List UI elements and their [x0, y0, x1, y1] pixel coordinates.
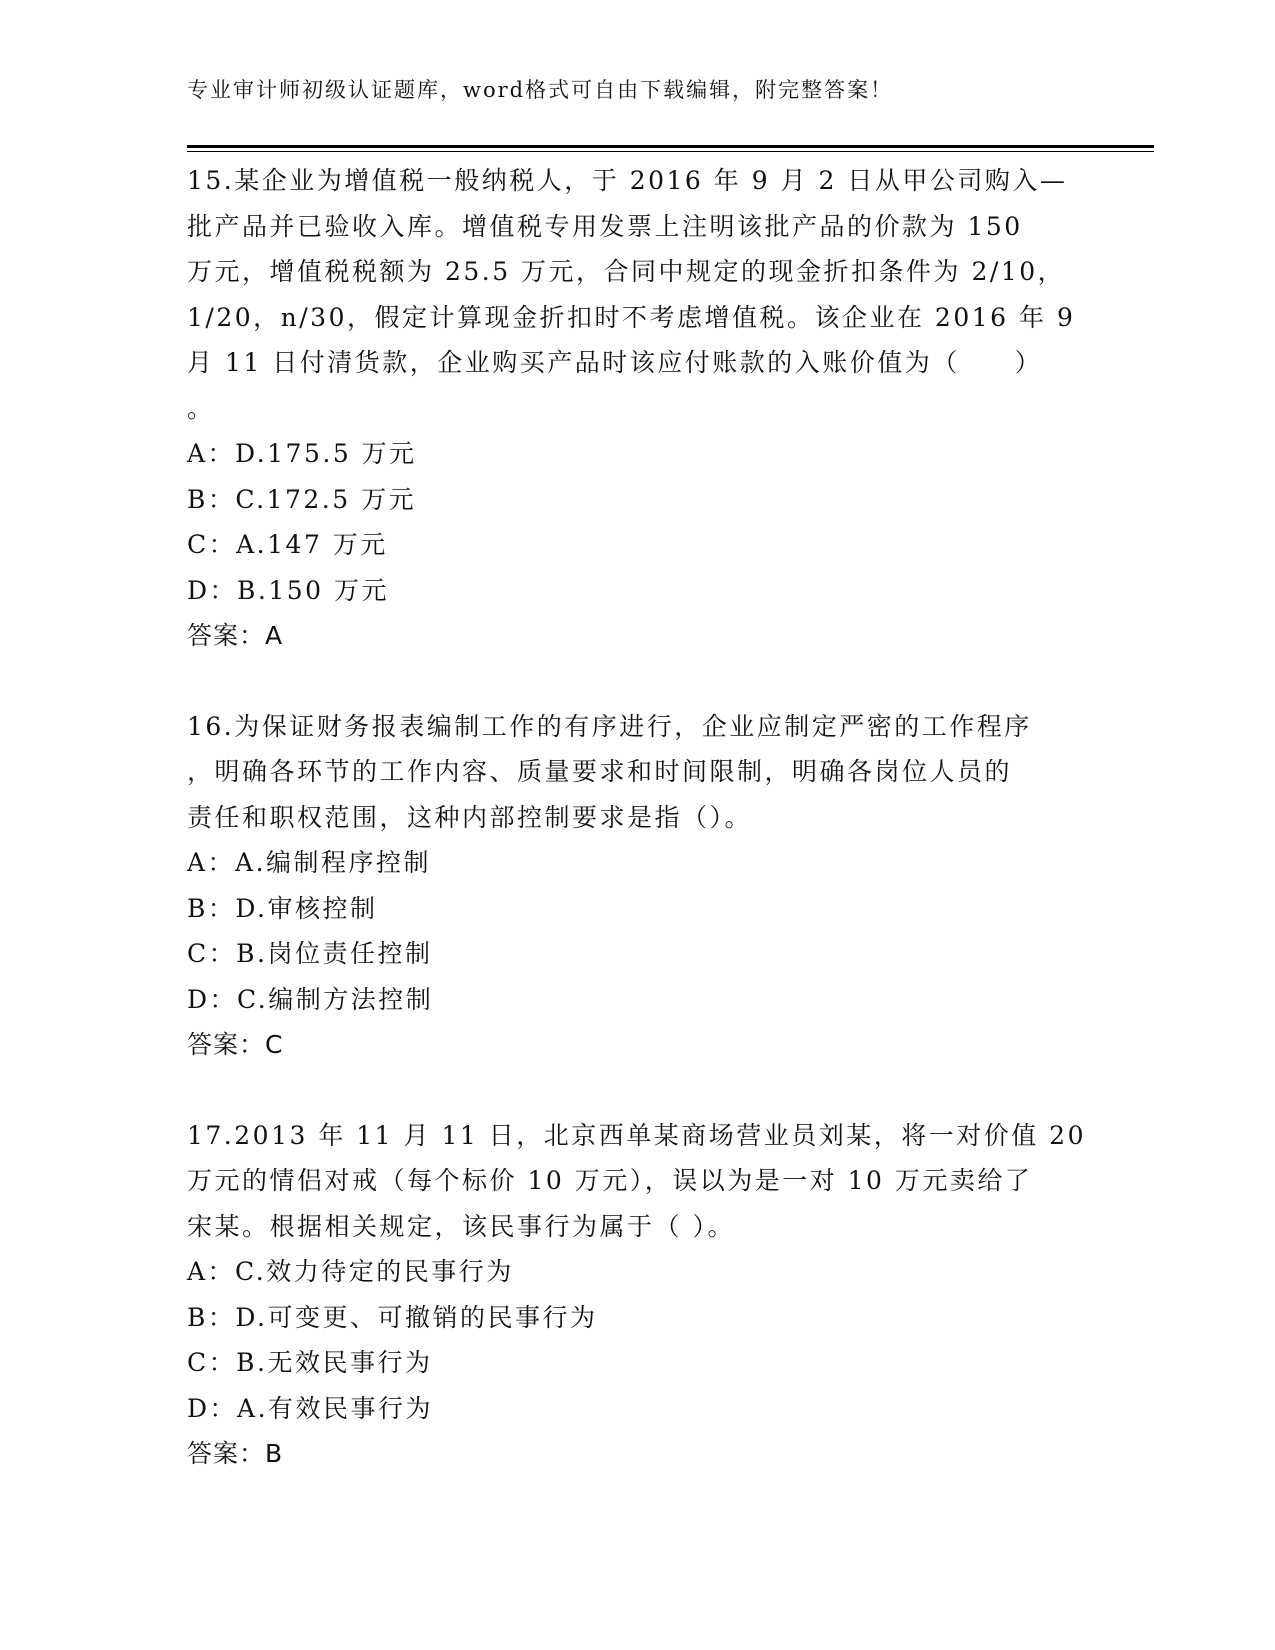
option-b: B：D.可变更、可撤销的民事行为	[187, 1302, 598, 1332]
option-d: D：B.150 万元	[187, 575, 390, 605]
option-c: C：A.147 万元	[187, 530, 388, 559]
stem-line: 17.2013 年 11 月 11 日，北京西单某商场营业员刘某，将一对价值 20	[187, 1120, 1086, 1150]
stem-line: 万元的情侣对戒（每个标价 10 万元），误以为是一对 10 万元卖给了	[187, 1166, 1033, 1195]
answer-line: 答案：B	[187, 1439, 284, 1468]
option-list	[187, 431, 1077, 613]
question-stem	[187, 158, 1077, 431]
page-header: 专业审计师初级认证题库，word格式可自由下载编辑，附完整答案！	[187, 78, 894, 102]
option-d: D：C.编制方法控制	[187, 984, 434, 1014]
question-16	[187, 704, 1077, 1068]
answer-line: 答案：C	[187, 1030, 284, 1059]
question-list	[187, 158, 1086, 1522]
question-stem	[187, 704, 1077, 841]
option-b: B：C.172.5 万元	[187, 484, 417, 514]
stem-line: 15.某企业为增值税一般纳税人，于 2016 年 9 月 2 日从甲公司购入—	[187, 166, 1068, 195]
stem-line: 16.为保证财务报表编制工作的有序进行，企业应制定严密的工作程序	[187, 711, 1032, 741]
option-c: C：B.无效民事行为	[187, 1348, 433, 1377]
stem-line: 。	[187, 393, 215, 423]
option-list	[187, 1249, 1077, 1431]
stem-line: 批产品并已验收入库。增值税专用发票上注明该批产品的价款为 150	[187, 211, 1023, 241]
option-a: A：A.编制程序控制	[187, 848, 432, 877]
question-15	[187, 158, 1077, 659]
stem-line: 月 11 日付清货款，企业购买产品时该应付账款的入账价值为（ ）	[187, 348, 1043, 377]
header-divider-thick	[187, 145, 1154, 148]
stem-line: 万元，增值税税额为 25.5 万元，合同中规定的现金折扣条件为 2/10，	[187, 257, 1066, 286]
question-stem	[187, 1113, 1086, 1250]
answer-line: 答案：A	[187, 621, 284, 650]
stem-line: ，明确各环节的工作内容、质量要求和时间限制，明确各岗位人员的	[187, 757, 1013, 786]
stem-line: 责任和职权范围，这种内部控制要求是指（）。	[187, 802, 753, 832]
question-17	[187, 1113, 1086, 1477]
stem-line: 宋某。根据相关规定，该民事行为属于（ ）。	[187, 1211, 735, 1241]
option-a: A：C.效力待定的民事行为	[187, 1257, 514, 1286]
header-divider-thin	[187, 151, 1154, 152]
stem-line: 1/20，n/30，假定计算现金折扣时不考虑增值税。该企业在 2016 年 9	[187, 302, 1076, 332]
option-a: A：D.175.5 万元	[187, 439, 417, 468]
option-d: D：A.有效民事行为	[187, 1393, 434, 1423]
option-b: B：D.审核控制	[187, 893, 378, 923]
option-list	[187, 840, 1077, 1022]
option-c: C：B.岗位责任控制	[187, 939, 433, 968]
